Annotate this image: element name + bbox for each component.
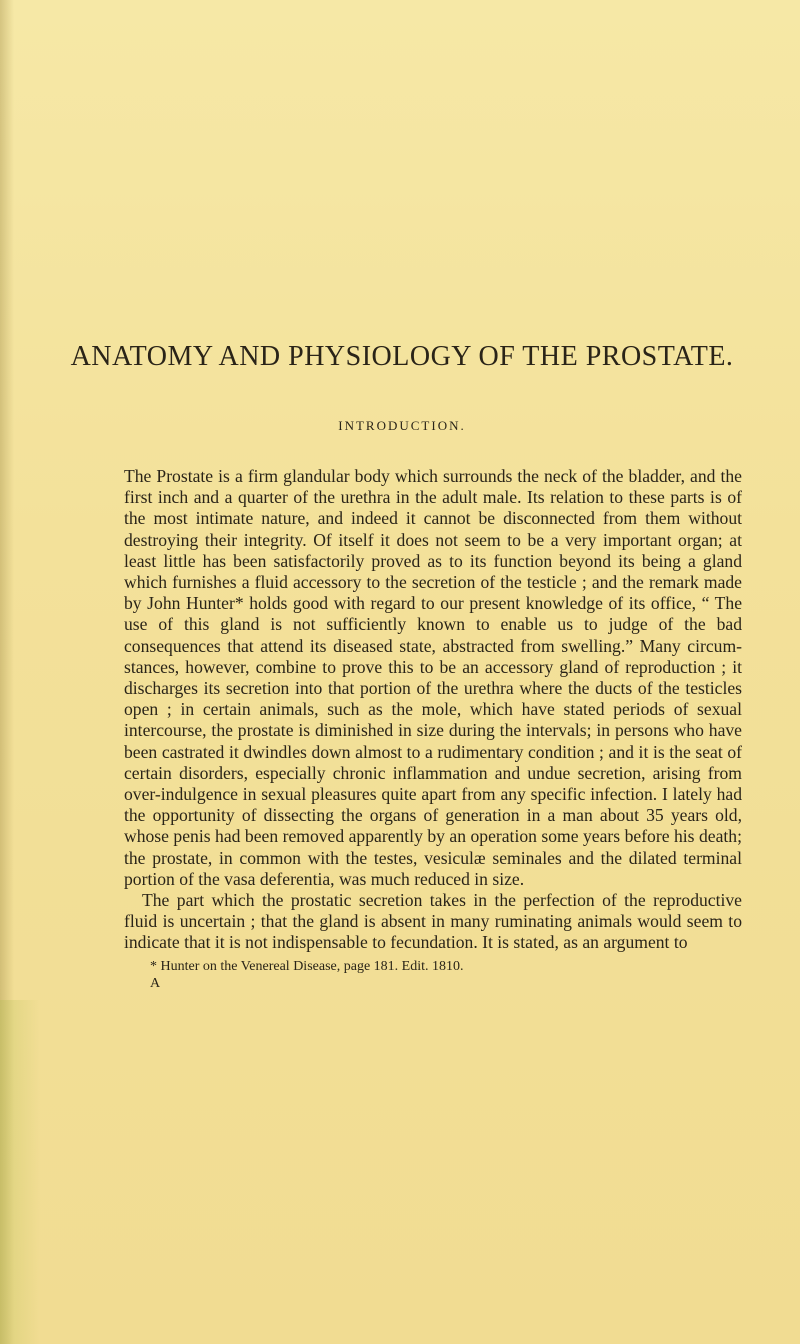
footnote: * Hunter on the Venereal Disease, page 181. Edit. 1810.	[150, 958, 464, 974]
signature-mark: A	[150, 975, 161, 991]
paragraph-2: The part which the prostatic secretion takes in the perfection of the reproductive fluid is uncertain ; that the gland is absent in many ruminating animals would seem to indicate that it is not indispensable to fecundation. It is stated, as an argument to	[124, 890, 742, 953]
paper-stain	[0, 1000, 40, 1344]
book-page	[62, 340, 742, 992]
page-title: ANATOMY AND PHYSIOLOGY OF THE PROSTATE.	[70, 341, 734, 372]
section-heading: INTRODUCTION.	[338, 418, 466, 433]
body-text	[124, 466, 742, 954]
paragraph-1: The Prostate is a firm glandular body which surrounds the neck of the bladder, and the first inch and a quarter of the urethra in the adult male. Its relation to these parts is of the most intimate nature, and indeed it cannot be disconnected from them without destroying their integrity. Of itself it does not seem to be a very important organ; at least little has been satisfactorily proved as to its function beyond its being a gland which furnishes a fluid accessory to the secretion of the testicle ; and the remark made by John Hunter* holds good with regard to our present knowledge of its office, “ The use of this gland is not sufficiently known to enable us to judge of the bad consequences that attend its diseased state, abstracted from swelling.” Many circum-stances, however, combine to prove this to be an accessory gland of reproduction ; it discharges its secretion into that portion of the urethra where the ducts of the testicles open ; in certain animals, such as the mole, which have stated periods of sexual intercourse, the prostate is diminished in size during the intervals; in persons who have been castrated it dwindles down almost to a rudimentary condition ; and it is the seat of certain disorders, especially chronic inflammation and undue secretion, arising from over-indulgence in sexual pleasures quite apart from any specific infection. I lately had the opportunity of dissecting the organs of generation in a man about 35 years old, whose penis had been removed apparently by an operation some years before his death; the prostate, in common with the testes, vesiculæ seminales and the dilated terminal portion of the vasa deferentia, was much reduced in size.	[124, 466, 742, 889]
